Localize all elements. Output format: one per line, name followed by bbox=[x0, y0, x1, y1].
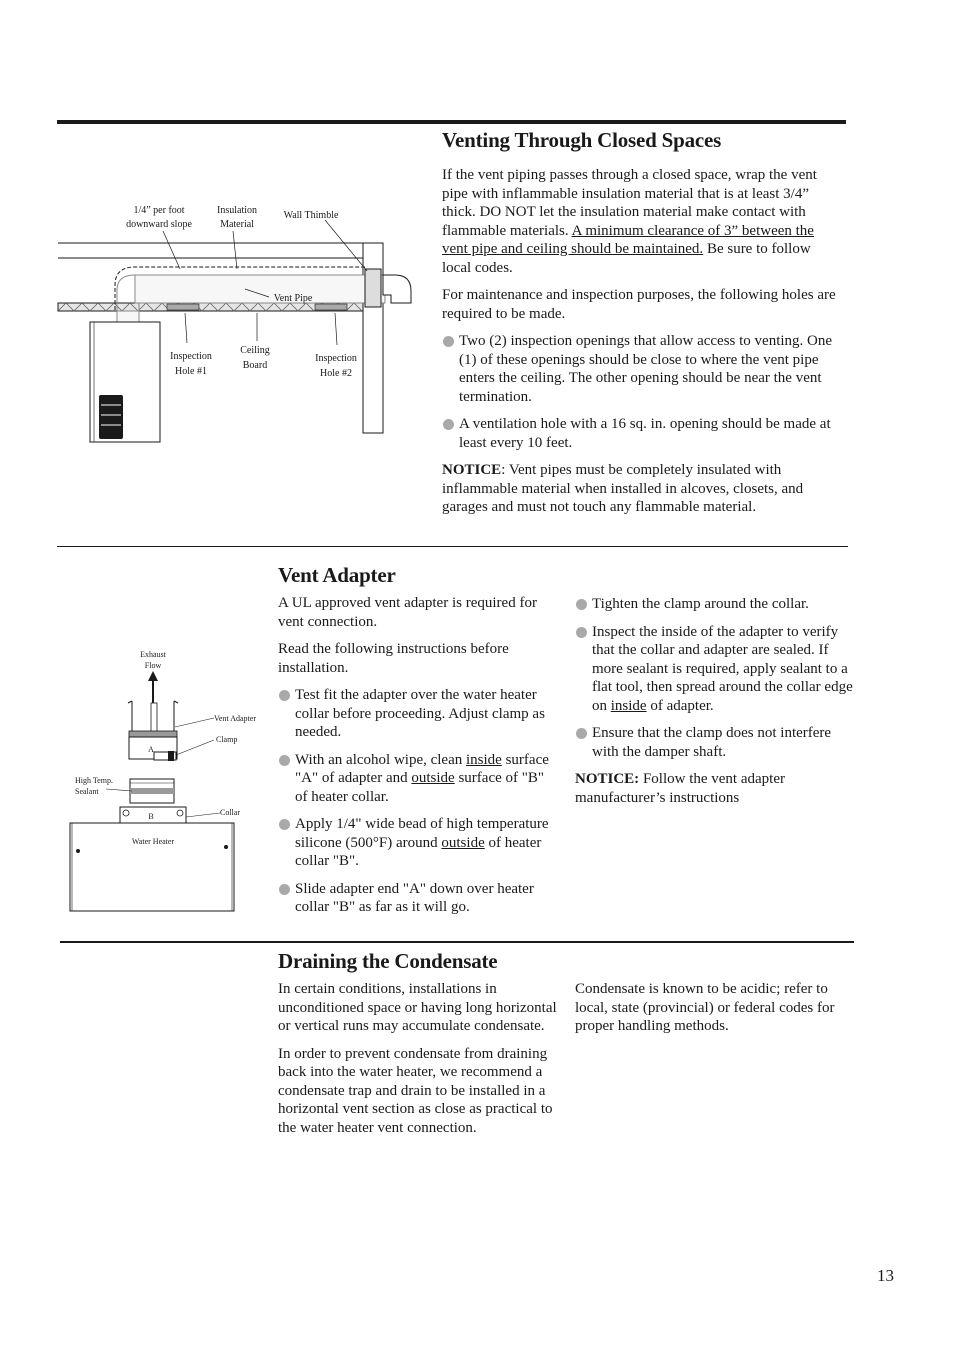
section-draining-condensate bbox=[278, 949, 558, 1137]
page-number: 13 bbox=[877, 1266, 894, 1285]
label-vent-adapter: Vent Adapter bbox=[214, 714, 256, 723]
label-water-heater: Water Heater bbox=[131, 837, 175, 846]
venting-diagram bbox=[55, 195, 420, 445]
label-insulation-line2: Material bbox=[220, 219, 254, 230]
bullet-item: Inspect the inside of the adapter to verify that the collar and adapter are sealed. If more sealant is required, apply sealant to a flat tool, then spread around the collar edge on inside of adapter. bbox=[575, 623, 855, 716]
label-collar: Collar bbox=[220, 808, 240, 817]
label-exhaust-line2: Flow bbox=[144, 661, 162, 670]
section2-top-rule bbox=[57, 546, 848, 547]
bullet-item: Tighten the clamp around the collar. bbox=[575, 595, 855, 614]
paragraph: If the vent piping passes through a closed space, wrap the vent pipe with inflammable insulation material that is at least 3/4” thick. DO NOT let the insulation material make contact with flammable materials. A minimum clearance of 3” between the vent pipe and ceiling should be maintained. Be sure to follow local codes. bbox=[442, 167, 817, 276]
notice: NOTICE: Vent pipes must be completely insulated with inflammable material when installed in alcoves, closets, and garages and must not touch any flammable material. bbox=[442, 462, 804, 515]
paragraph: Condensate is known to be acidic; refer to local, state (provincial) or federal codes for proper handling methods. bbox=[575, 981, 835, 1034]
label-hole2-line1: Inspection bbox=[315, 353, 357, 364]
paragraph: Read the following instructions before installation. bbox=[278, 641, 509, 676]
label-slope-line2: downward slope bbox=[126, 219, 192, 230]
label-b: B bbox=[148, 812, 154, 821]
vent-termination bbox=[383, 275, 411, 303]
section-vent-adapter-title-block bbox=[278, 563, 558, 917]
label-wall-thimble: Wall Thimble bbox=[283, 210, 339, 221]
label-hole2-line2: Hole #2 bbox=[320, 368, 352, 379]
label-hole1-line2: Hole #1 bbox=[175, 366, 207, 377]
label-a: A bbox=[148, 745, 154, 754]
label-ceiling-line1: Ceiling bbox=[240, 345, 270, 356]
inspection-hole-2 bbox=[315, 304, 347, 310]
section3-top-rule bbox=[60, 941, 854, 943]
paragraph: In certain conditions, installations in unconditioned space or having long horizontal or vertical runs may accumulate condensate. bbox=[278, 981, 557, 1034]
bullet-item: A ventilation hole with a 16 sq. in. opening should be made at least every 10 feet. bbox=[442, 415, 837, 452]
bullet-item: Two (2) inspection openings that allow access to venting. One (1) of these openings should be close to where the vent pipe enters the ceiling. The other opening should be near the vent termination. bbox=[442, 332, 837, 406]
section-venting-closed-spaces bbox=[442, 128, 837, 517]
notice: NOTICE: Follow the vent adapter manufacturer’s instructions bbox=[575, 771, 785, 806]
paragraph: A UL approved vent adapter is required for vent connection. bbox=[278, 595, 537, 630]
bullet-item: Slide adapter end "A" down over heater collar "B" as far as it will go. bbox=[278, 880, 558, 917]
paragraph: In order to prevent condensate from draining back into the water heater, we recommend a condensate trap and drain to be installed in a horizontal vent section as close as practical to the water heater vent connection. bbox=[278, 1045, 553, 1136]
bullet-item: With an alcohol wipe, clean inside surface "A" of adapter and outside surface of "B" of heater collar. bbox=[278, 751, 558, 807]
section-vent-adapter-right-column bbox=[575, 595, 855, 807]
exhaust-arrow-icon bbox=[148, 671, 158, 681]
label-vent-pipe: Vent Pipe bbox=[273, 293, 313, 304]
bullet-item: Ensure that the clamp does not interfere with the damper shaft. bbox=[575, 724, 855, 761]
vent-pipe bbox=[135, 275, 385, 303]
clearance-requirement: A minimum clearance of 3” between the vent pipe and ceiling should be maintained. bbox=[442, 222, 814, 257]
label-exhaust-line1: Exhaust bbox=[140, 650, 166, 659]
section-title: Draining the Condensate bbox=[278, 949, 498, 973]
label-clamp: Clamp bbox=[216, 735, 238, 744]
paragraph: For maintenance and inspection purposes, the following holes are required to be made. bbox=[442, 287, 836, 322]
section-draining-right-column bbox=[575, 980, 855, 1036]
label-ceiling-line2: Board bbox=[242, 360, 268, 371]
label-sealant-line2: Sealant bbox=[75, 787, 99, 796]
inspection-hole-1 bbox=[167, 304, 199, 310]
section1-top-rule bbox=[57, 120, 846, 124]
bullet-item: Apply 1/4" wide bead of high temperature silicone (500°F) around outside of heater collar "B". bbox=[278, 815, 558, 871]
wall-thimble bbox=[365, 269, 381, 307]
section-title: Vent Adapter bbox=[278, 563, 396, 587]
label-slope-line1: 1/4” per foot bbox=[133, 205, 185, 216]
label-sealant-line1: High Temp. bbox=[75, 776, 113, 785]
label-insulation-line1: Insulation bbox=[217, 205, 257, 216]
section-title: Venting Through Closed Spaces bbox=[442, 128, 722, 152]
vent-adapter-diagram bbox=[62, 645, 272, 913]
label-hole1-line1: Inspection bbox=[170, 351, 212, 362]
bullet-item: Test fit the adapter over the water heater collar before proceeding. Adjust clamp as needed. bbox=[278, 686, 558, 742]
